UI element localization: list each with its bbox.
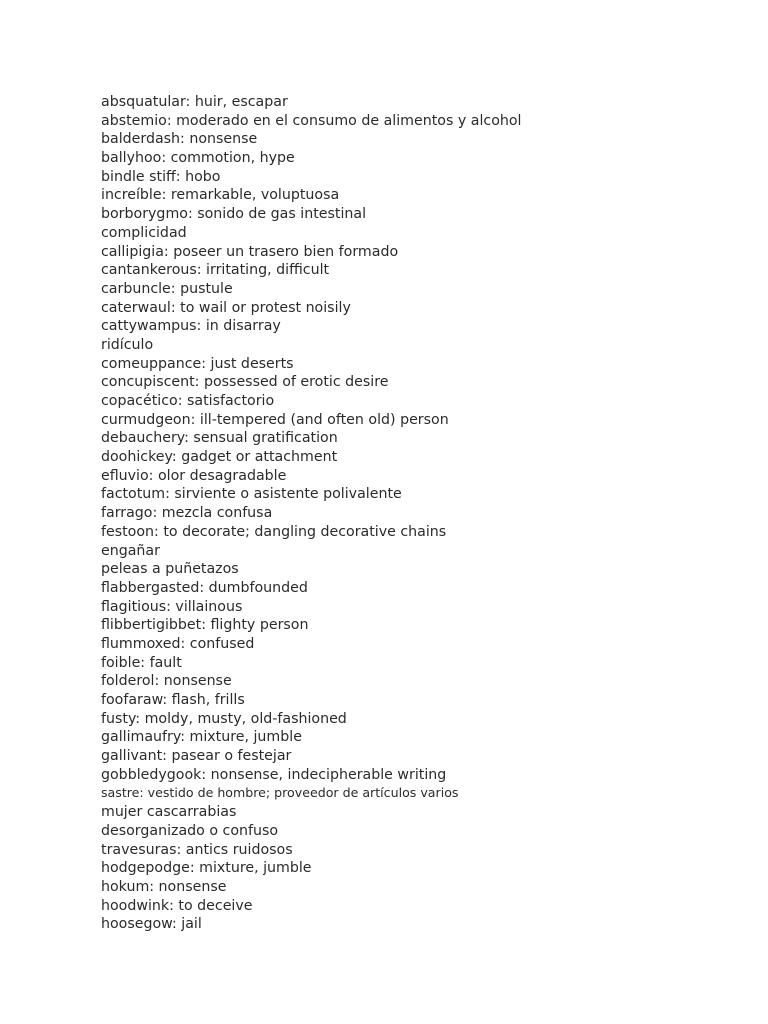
word-entry: factotum: sirviente o asistente polivalente	[101, 486, 402, 503]
word-entry: increíble: remarkable, voluptuosa	[101, 187, 340, 204]
word-entry: ballyhoo: commotion, hype	[101, 150, 295, 167]
word-list	[101, 93, 721, 934]
word-entry: flibbertigibbet: flighty person	[101, 617, 309, 634]
word-entry: fusty: moldy, musty, old-fashioned	[101, 710, 347, 727]
word-entry: balderdash: nonsense	[101, 131, 258, 148]
word-entry: curmudgeon: ill-tempered (and often old) person	[101, 411, 449, 428]
word-entry: doohickey: gadget or attachment	[101, 449, 338, 466]
word-entry: peleas a puñetazos	[101, 561, 239, 578]
word-entry: engañar	[101, 542, 160, 559]
word-entry: ridículo	[101, 336, 154, 353]
word-entry: absquatular: huir, escapar	[101, 94, 288, 110]
word-entry: flabbergasted: dumbfounded	[101, 579, 308, 596]
word-entry: desorganizado o confuso	[101, 822, 279, 839]
word-entry: hoosegow: jail	[101, 916, 202, 933]
word-entry: cattywampus: in disarray	[101, 318, 281, 335]
word-entry: festoon: to decorate; dangling decorative chains	[101, 523, 447, 540]
word-entry: flagitious: villainous	[101, 598, 243, 615]
word-entry: caterwaul: to wail or protest noisily	[101, 299, 351, 316]
word-entry: comeuppance: just deserts	[101, 355, 294, 372]
word-entry: borborygmo: sonido de gas intestinal	[101, 206, 367, 223]
word-entry: gallimaufry: mixture, jumble	[101, 729, 302, 746]
word-entry: gallivant: pasear o festejar	[101, 748, 292, 765]
word-entry: carbuncle: pustule	[101, 280, 233, 297]
word-entry: travesuras: antics ruidosos	[101, 841, 293, 858]
word-entry: concupiscent: possessed of erotic desire	[101, 374, 389, 391]
word-entry: foible: fault	[101, 654, 182, 671]
word-entry: efluvio: olor desagradable	[101, 467, 287, 484]
word-entry: mujer cascarrabias	[101, 804, 237, 821]
word-entry: bindle stiff: hobo	[101, 168, 221, 185]
word-entry: sastre: vestido de hombre; proveedor de artículos varios	[101, 785, 459, 801]
word-entry: hodgepodge: mixture, jumble	[101, 860, 312, 877]
word-entry: folderol: nonsense	[101, 673, 232, 690]
word-entry: copacético: satisfactorio	[101, 393, 275, 409]
word-entry: flummoxed: confused	[101, 635, 255, 652]
word-entry: gobbledygook: nonsense, indecipherable writing	[101, 766, 447, 783]
word-entry: debauchery: sensual gratification	[101, 430, 338, 447]
word-entry: abstemio: moderado en el consumo de alimentos y alcohol	[101, 112, 522, 129]
word-entry: complicidad	[101, 224, 187, 241]
word-entry: hoodwink: to deceive	[101, 897, 253, 914]
word-entry: cantankerous: irritating, difficult	[101, 262, 330, 279]
word-entry: foofaraw: flash, frills	[101, 692, 245, 708]
word-entry: farrago: mezcla confusa	[101, 505, 273, 522]
word-entry: callipigia: poseer un trasero bien formado	[101, 243, 399, 260]
word-entry: hokum: nonsense	[101, 878, 227, 895]
